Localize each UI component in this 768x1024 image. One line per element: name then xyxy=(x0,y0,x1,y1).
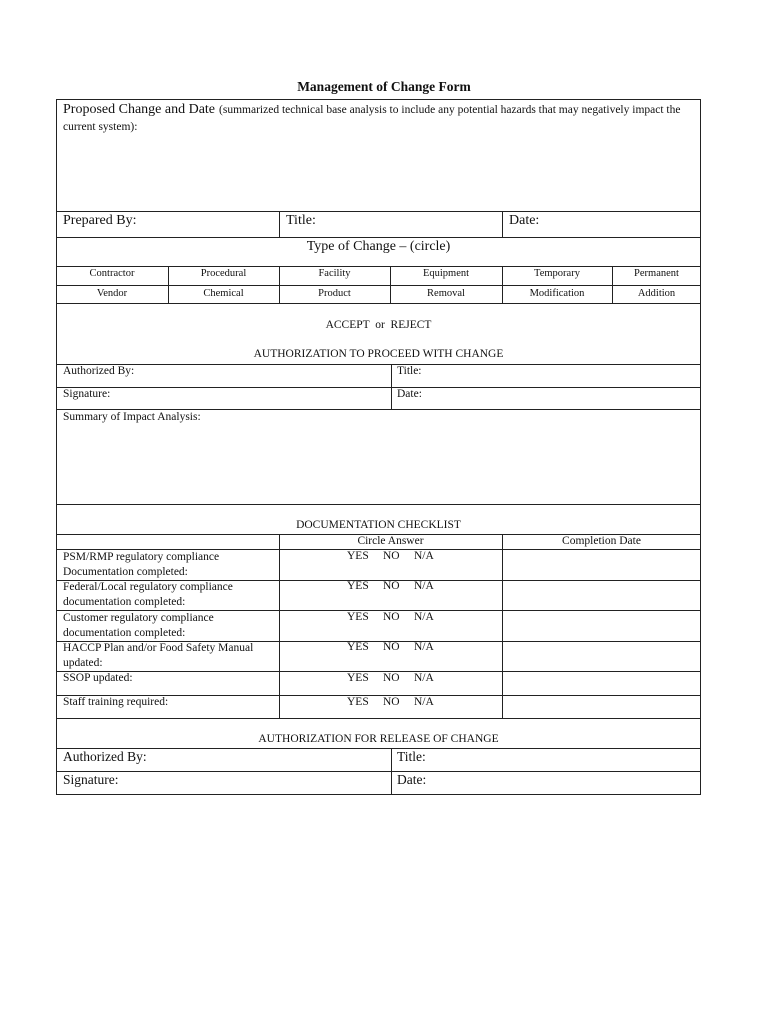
proposed-change-note: (summarized technical base analysis to include any potential hazards that may negatively impact the current system): xyxy=(63,104,681,133)
answer-na[interactable]: N/A xyxy=(414,696,434,708)
checklist-item-customer: Customer regulatory compliance documentation completed: xyxy=(63,612,214,639)
divider xyxy=(56,303,701,304)
type-of-change-heading: Type of Change – (circle) xyxy=(306,239,451,254)
proposed-change-label: Proposed Change and Date xyxy=(63,102,216,117)
divider xyxy=(56,285,701,286)
release-signature-field[interactable]: Signature: xyxy=(63,772,119,787)
checklist-item-psm-rmp: PSM/RMP regulatory compliance Documentation completed: xyxy=(63,551,220,578)
answer-na[interactable]: N/A xyxy=(414,641,434,653)
proposed-change-text xyxy=(63,101,695,135)
divider xyxy=(279,534,280,718)
type-option-product[interactable]: Product xyxy=(318,288,351,299)
answer-na[interactable]: N/A xyxy=(414,611,434,623)
answer-yes[interactable]: YES xyxy=(347,641,369,653)
divider xyxy=(56,364,701,365)
divider xyxy=(56,211,701,212)
form-title: Management of Change Form xyxy=(297,79,471,94)
divider xyxy=(56,409,701,410)
release-authorized-by-field[interactable]: Authorized By: xyxy=(63,749,147,764)
answer-options xyxy=(347,550,434,562)
divider xyxy=(502,534,503,718)
type-option-procedural[interactable]: Procedural xyxy=(200,268,247,279)
checklist-item-staff-training: Staff training required: xyxy=(63,696,169,708)
type-option-permanent[interactable]: Permanent xyxy=(634,268,679,279)
auth-title-field[interactable]: Title: xyxy=(397,365,422,377)
circle-answer-header: Circle Answer xyxy=(357,535,424,547)
type-option-equipment[interactable]: Equipment xyxy=(422,268,470,279)
divider xyxy=(502,211,503,237)
answer-no[interactable]: NO xyxy=(383,611,400,623)
divider xyxy=(56,504,701,505)
date-field[interactable]: Date: xyxy=(509,213,540,228)
answer-na[interactable]: N/A xyxy=(414,550,434,562)
answer-options xyxy=(347,611,434,623)
answer-yes[interactable]: YES xyxy=(347,580,369,592)
type-option-vendor[interactable]: Vendor xyxy=(96,288,128,299)
divider xyxy=(56,748,701,749)
answer-no[interactable]: NO xyxy=(383,672,400,684)
type-option-addition[interactable]: Addition xyxy=(637,288,676,299)
checklist-item-federal-local: Federal/Local regulatory compliance documentation completed: xyxy=(63,581,233,608)
auth-date-field[interactable]: Date: xyxy=(397,388,422,400)
authorized-by-field[interactable]: Authorized By: xyxy=(63,365,135,377)
release-title-field[interactable]: Title: xyxy=(397,749,426,764)
type-option-temporary[interactable]: Temporary xyxy=(534,268,580,279)
type-option-modification[interactable]: Modification xyxy=(529,288,585,299)
checklist-item-haccp: HACCP Plan and/or Food Safety Manual updated: xyxy=(63,642,254,669)
release-date-field[interactable]: Date: xyxy=(397,772,427,787)
answer-yes[interactable]: YES xyxy=(347,672,369,684)
answer-yes[interactable]: YES xyxy=(347,611,369,623)
authorization-proceed-heading: AUTHORIZATION TO PROCEED WITH CHANGE xyxy=(253,348,504,360)
type-option-removal[interactable]: Removal xyxy=(427,288,465,299)
answer-options xyxy=(347,641,434,653)
answer-na[interactable]: N/A xyxy=(414,672,434,684)
answer-options xyxy=(347,672,434,684)
divider xyxy=(56,237,701,238)
answer-no[interactable]: NO xyxy=(383,550,400,562)
divider xyxy=(56,718,701,719)
title-field[interactable]: Title: xyxy=(286,213,316,228)
answer-yes[interactable]: YES xyxy=(347,550,369,562)
checklist-item-ssop: SSOP updated: xyxy=(63,672,133,684)
answer-no[interactable]: NO xyxy=(383,696,400,708)
divider xyxy=(279,211,280,237)
type-option-facility[interactable]: Facility xyxy=(318,268,351,279)
accept-or-reject[interactable]: ACCEPT or REJECT xyxy=(325,319,432,331)
divider xyxy=(56,771,701,772)
type-option-chemical[interactable]: Chemical xyxy=(203,288,244,299)
divider xyxy=(56,387,701,388)
authorization-release-heading: AUTHORIZATION FOR RELEASE OF CHANGE xyxy=(258,733,499,745)
answer-options xyxy=(347,696,434,708)
divider xyxy=(391,364,392,409)
completion-date-header: Completion Date xyxy=(562,535,641,547)
signature-field[interactable]: Signature: xyxy=(63,388,111,400)
proposed-change-field[interactable] xyxy=(57,140,700,210)
answer-no[interactable]: NO xyxy=(383,641,400,653)
answer-yes[interactable]: YES xyxy=(347,696,369,708)
type-option-contractor[interactable]: Contractor xyxy=(89,268,135,279)
summary-impact-analysis-field[interactable]: Summary of Impact Analysis: xyxy=(63,411,201,423)
documentation-checklist-heading: DOCUMENTATION CHECKLIST xyxy=(296,519,461,531)
answer-no[interactable]: NO xyxy=(383,580,400,592)
answer-options xyxy=(347,580,434,592)
divider xyxy=(391,748,392,794)
prepared-by-field[interactable]: Prepared By: xyxy=(63,213,137,228)
divider xyxy=(56,266,701,267)
answer-na[interactable]: N/A xyxy=(414,580,434,592)
